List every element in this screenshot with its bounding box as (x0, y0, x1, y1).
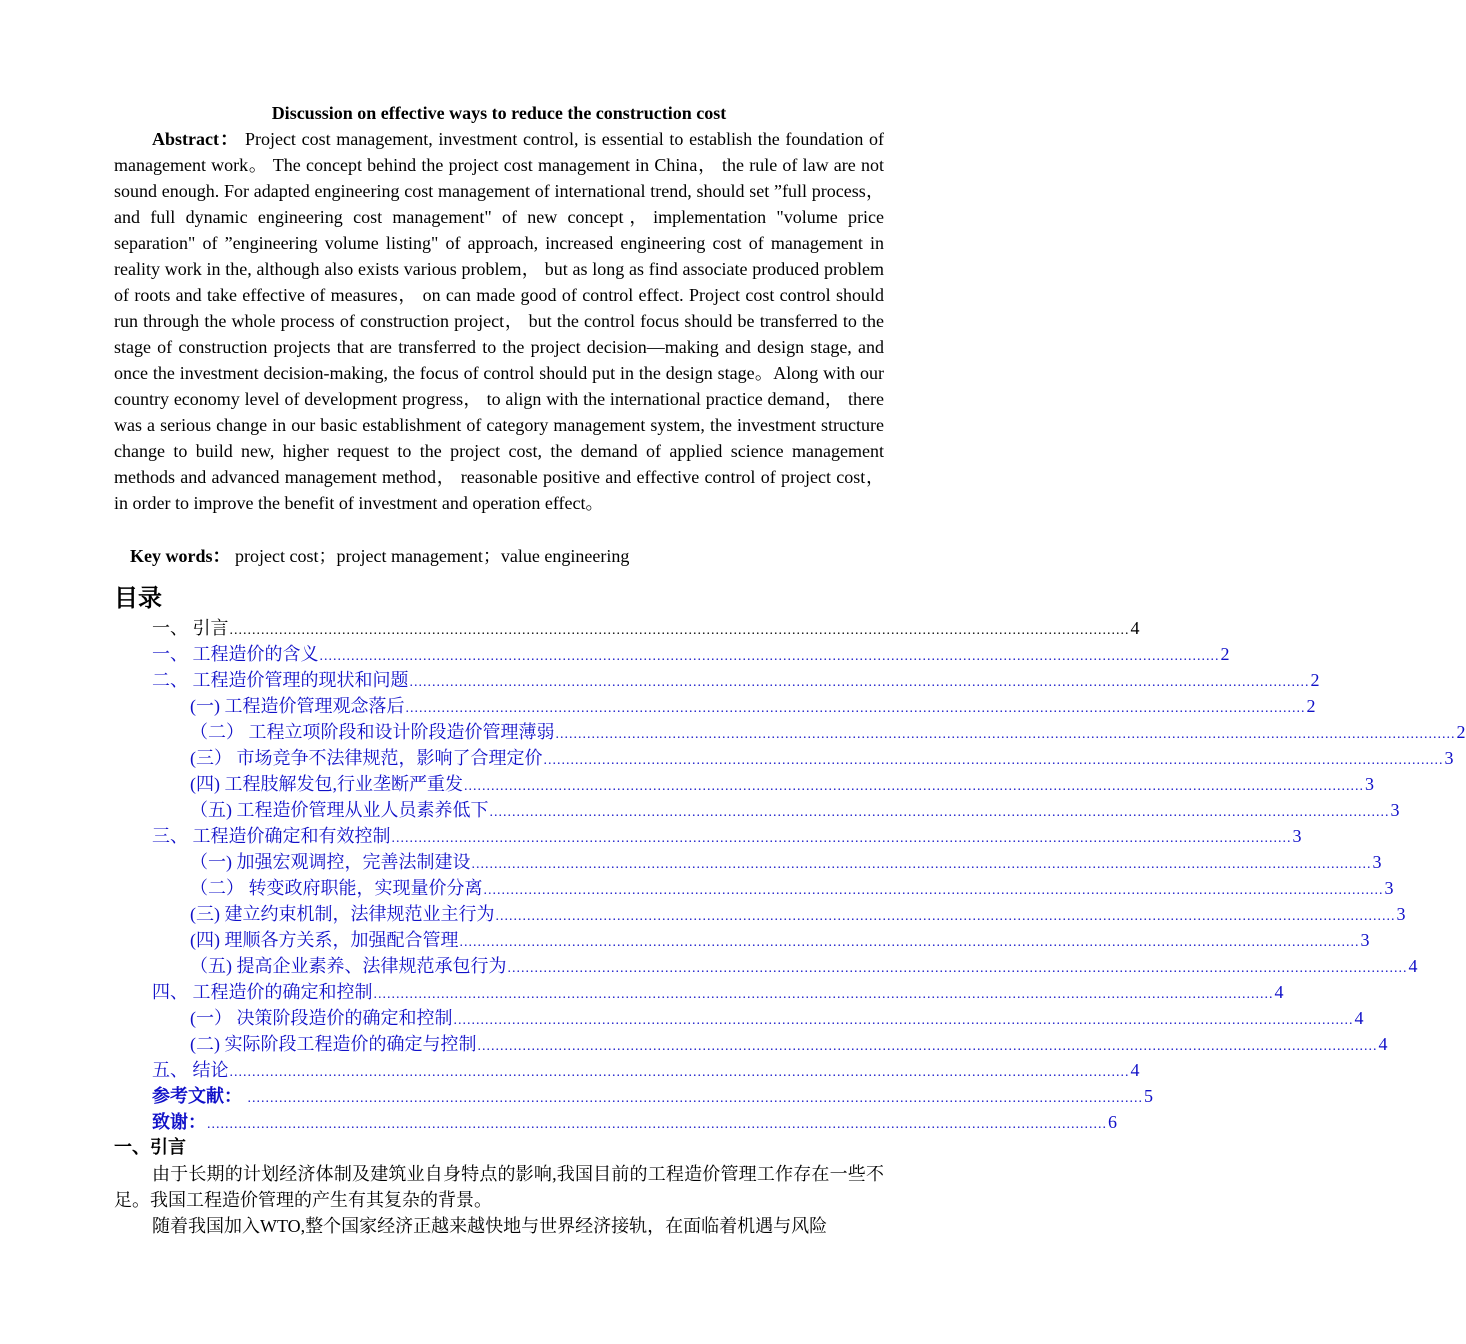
toc-entry-label: (四) 工程肢解发包,行业垄断严重发 (190, 774, 463, 794)
document-title: Discussion on effective ways to reduce the construction cost (271, 103, 727, 123)
toc-entry-page: 3 (1292, 826, 1302, 846)
toc-entry[interactable] (190, 1031, 1388, 1057)
toc-entry-label: 二、 工程造价管理的现状和问题 (152, 670, 409, 690)
toc-entry-label: (一） 决策阶段造价的确定和控制 (190, 1008, 453, 1028)
toc-leader-dots: ........................................................................................................................................................................................................ (471, 857, 1372, 872)
toc-entry-page: 3 (1396, 904, 1406, 924)
toc-entry[interactable] (190, 953, 1418, 979)
toc-leader-dots: ........................................................................................................................................................................................................ (507, 961, 1408, 976)
toc-entry-page: 4 (1354, 1008, 1364, 1028)
abstract-text: Project cost management, investment control, is essential to establish the foundation of management work。 The concept behind the project cost management in China， the rule of law are not sound enough. For adapted engineering cost management of international trend, should set ”full process， and full dynamic engineering cost management" of new concept，implementation "volume price separation" of ”engineering volume listing" of approach, increased engineering cost of management in reality work in the, although also exists various problem， but as long as find associate produced problem of roots and take effective of measures， on can made good of control effect. Project cost control should run through the whole process of construction project， but the control focus should be transferred to the stage of construction projects that are transferred to the project decision—making and design stage, and once the investment decision-making, the focus of control should put in the design stage。Along with our country economy level of development progress， to align with the international practice demand， there was a serious change in our basic establishment of category management system, the investment structure change to build new, higher request to the project cost, the demand of applied science management methods and advanced management method， reasonable positive and effective control of project cost， in order to improve the benefit of investment and operation effect。 (114, 129, 884, 513)
toc-entry[interactable] (190, 901, 1406, 927)
toc-entry-page: 3 (1360, 930, 1370, 950)
toc-leader-dots: ........................................................................................................................................................................................................ (229, 623, 1130, 638)
toc-leader-dots: ........................................................................................................................................................................................................ (464, 779, 1364, 794)
toc-entry-page: 4 (1130, 618, 1140, 638)
toc-entry-page: 4 (1408, 956, 1418, 976)
toc-entry-label: 五、 结论 (152, 1060, 229, 1080)
toc-leader-dots: ........................................................................................................................................................................................................ (229, 1065, 1130, 1080)
keywords-text: project cost；project management；value engineering (230, 546, 630, 566)
toc-entry[interactable] (190, 849, 1382, 875)
toc-heading: 目录 (114, 584, 162, 612)
toc-entry-page: 6 (1108, 1112, 1117, 1132)
toc-entry-label: (三) 建立约束机制，法律规范业主行为 (190, 904, 495, 924)
toc-entry[interactable] (152, 823, 1302, 849)
toc-entry-page: 5 (1144, 1086, 1153, 1106)
toc-entry-page: 2 (1220, 644, 1230, 664)
toc-leader-dots: ........................................................................................................................................................................................................ (319, 649, 1220, 664)
toc-entry[interactable] (190, 745, 1454, 771)
toc-entry-label: (一) 工程造价管理观念落后 (190, 696, 405, 716)
toc-entry-page: 4 (1130, 1060, 1140, 1080)
toc-entry-label: 四、 工程造价的确定和控制 (152, 982, 373, 1002)
toc-entry[interactable] (190, 927, 1370, 953)
toc-leader-dots: ........................................................................................................................................................................................................ (391, 831, 1292, 846)
abstract-label: Abstract： (152, 129, 240, 149)
toc-entry[interactable] (152, 979, 1284, 1005)
toc-entry[interactable] (152, 667, 1320, 693)
toc-entry[interactable] (190, 693, 1316, 719)
keywords-line (130, 543, 890, 569)
toc-entry[interactable] (152, 1057, 1140, 1083)
toc-leader-dots: ........................................................................................................................................................................................................ (543, 753, 1444, 768)
toc-entry[interactable] (152, 1083, 1153, 1109)
toc-entry[interactable] (190, 875, 1394, 901)
toc-entry-page: 3 (1390, 800, 1400, 820)
abstract-paragraph (114, 126, 884, 516)
toc-entry-page: 3 (1365, 774, 1374, 794)
toc-entry-page: 3 (1384, 878, 1394, 898)
toc-entry-page: 2 (1310, 670, 1320, 690)
body-paragraph: 随着我国加入WTO,整个国家经济正越来越快地与世界经济接轨，在面临着机遇与风险 (152, 1216, 828, 1236)
toc-entry-label: 一、 工程造价的含义 (152, 644, 319, 664)
body-paragraph: 由于长期的计划经济体制及建筑业自身特点的影响,我国目前的工程造价管理工作存在一些不足。我国工程造价管理的产生有其复杂的背景。 (114, 1164, 884, 1210)
toc-entry-label: (四) 理顺各方关系，加强配合管理 (190, 930, 459, 950)
toc-leader-dots: ........................................................................................................................................................................................................ (453, 1013, 1354, 1028)
toc-entry-page: 2 (1456, 722, 1466, 742)
toc-leader-dots: ........................................................................................................................................................................................................ (495, 909, 1396, 924)
toc-leader-dots: ........................................................................................................................................................................................................ (405, 701, 1306, 716)
toc-entry-page: 4 (1274, 982, 1284, 1002)
toc-entry-label: （五) 提高企业素养、法律规范承包行为 (190, 956, 507, 976)
toc-leader-dots: ........................................................................................................................................................................................................ (373, 987, 1274, 1002)
toc-entry-label: 参考文献： (152, 1086, 242, 1106)
toc-entry-label: （二） 转变政府职能，实现量价分离 (190, 878, 483, 898)
toc-entry-page: 3 (1444, 748, 1454, 768)
toc-entry[interactable] (190, 1005, 1364, 1031)
section-heading: 一、引言 (114, 1137, 186, 1158)
toc-entry-label: （五) 工程造价管理从业人员素养低下 (190, 800, 489, 820)
toc-entry-label: (二) 实际阶段工程造价的确定与控制 (190, 1034, 477, 1054)
toc-entry[interactable] (190, 719, 1466, 745)
toc-leader-dots: ........................................................................................................................................................................................................ (459, 935, 1360, 950)
toc-leader-dots: ........................................................................................................................................................................................................ (489, 805, 1390, 820)
toc-entry-page: 4 (1378, 1034, 1388, 1054)
toc-entry-label: （二） 工程立项阶段和设计阶段造价管理薄弱 (190, 722, 555, 742)
toc-leader-dots: ....................................................................................................................................................................................................... (243, 1091, 1143, 1106)
keywords-label: Key words： (130, 546, 231, 566)
toc-entry-page: 2 (1306, 696, 1316, 716)
toc-entry-label: （一) 加强宏观调控，完善法制建设 (190, 852, 471, 872)
toc-entry-label: 一、 引言 (152, 618, 229, 638)
toc-leader-dots: ........................................................................................................................................................................................................ (555, 727, 1456, 742)
toc-leader-dots: ........................................................................................................................................................................................................ (409, 675, 1310, 690)
toc-entry-page: 3 (1372, 852, 1382, 872)
toc-entry[interactable] (152, 615, 1140, 641)
toc-leader-dots: ........................................................................................................................................................................................................ (483, 883, 1384, 898)
toc-entry-label: 致谢： (152, 1112, 206, 1132)
toc-entry[interactable] (190, 797, 1400, 823)
toc-entry-label: (三） 市场竞争不法律规范，影响了合理定价 (190, 748, 543, 768)
toc-entry[interactable] (190, 771, 1374, 797)
toc-leader-dots: ........................................................................................................................................................................................................ (207, 1117, 1107, 1132)
toc-entry[interactable] (152, 641, 1230, 667)
toc-entry[interactable] (152, 1109, 1117, 1135)
toc-entry-label: 三、 工程造价确定和有效控制 (152, 826, 391, 846)
toc-leader-dots: ........................................................................................................................................................................................................ (477, 1039, 1378, 1054)
